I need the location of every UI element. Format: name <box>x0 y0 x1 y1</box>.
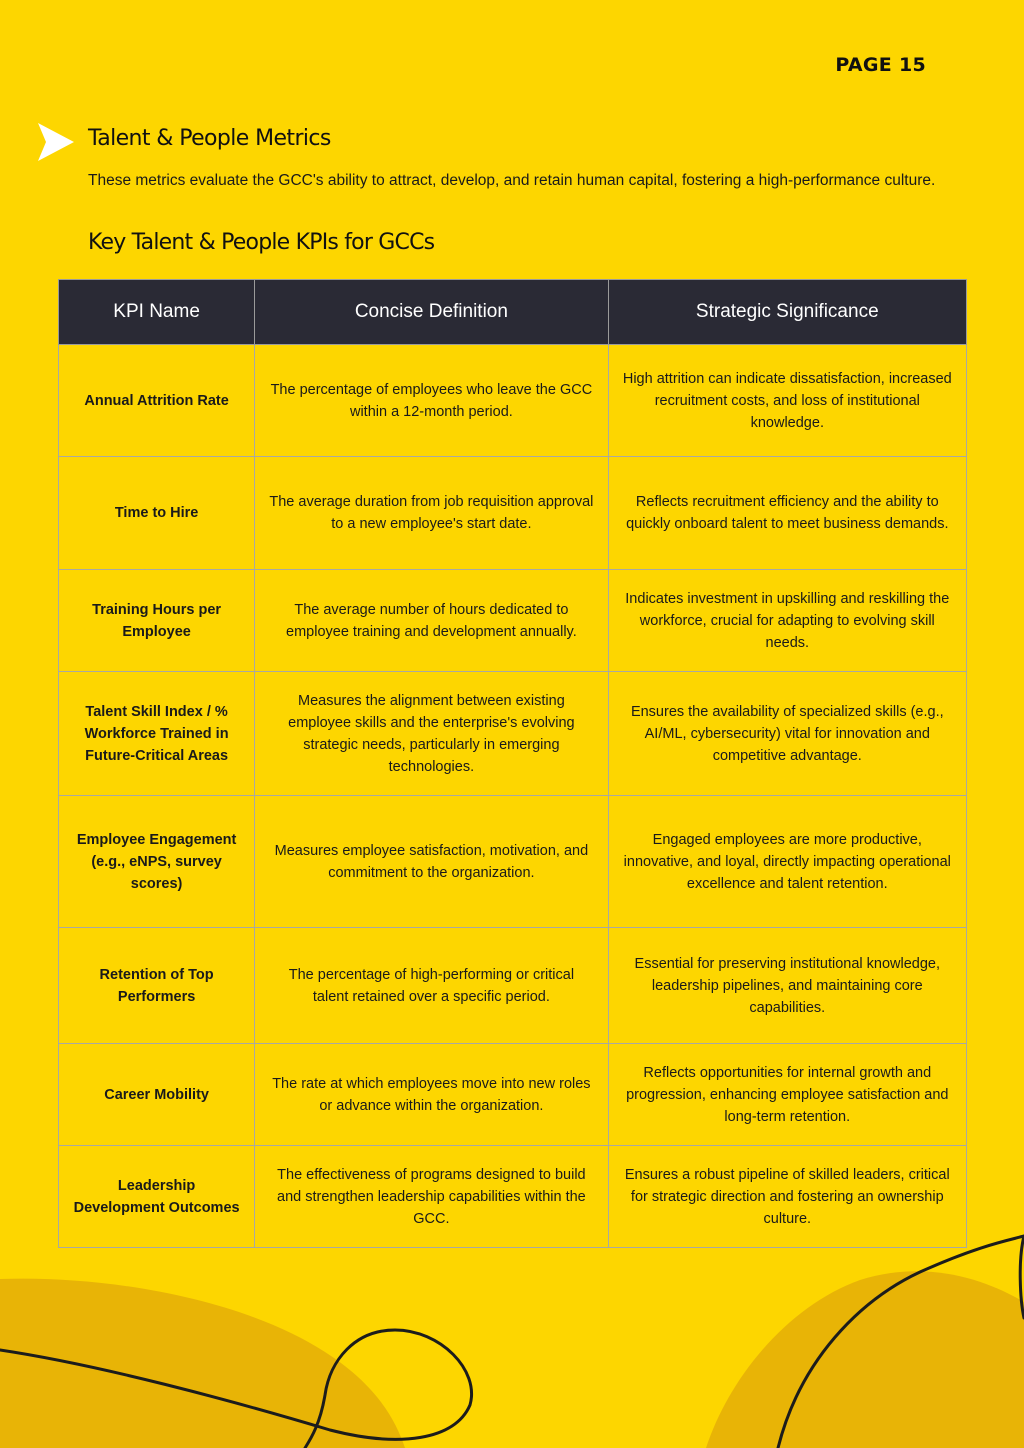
section-title: Talent & People Metrics <box>88 126 331 151</box>
kpi-name-cell: Time to Hire <box>59 457 255 570</box>
table-row <box>59 1146 967 1248</box>
table-row <box>59 1044 967 1146</box>
definition-cell: Measures employee satisfaction, motivation, and commitment to the organization. <box>255 796 608 928</box>
kpi-name-cell: Training Hours per Employee <box>59 570 255 672</box>
arrow-bullet-icon <box>37 122 75 162</box>
definition-cell: The percentage of high-performing or critical talent retained over a specific period. <box>255 928 608 1044</box>
header-kpi-name: KPI Name <box>59 280 255 345</box>
kpi-name-cell: Employee Engagement (e.g., eNPS, survey scores) <box>59 796 255 928</box>
kpi-table <box>58 279 967 1248</box>
table-row <box>59 345 967 457</box>
kpi-name-cell: Annual Attrition Rate <box>59 345 255 457</box>
bottom-left-blob <box>0 1279 405 1448</box>
definition-cell: The percentage of employees who leave the GCC within a 12-month period. <box>255 345 608 457</box>
definition-cell: Measures the alignment between existing employee skills and the enterprise's evolving strategic needs, particularly in emerging technologies. <box>255 672 608 796</box>
kpi-name-cell: Career Mobility <box>59 1044 255 1146</box>
definition-cell: The average number of hours dedicated to employee training and development annually. <box>255 570 608 672</box>
significance-cell: Reflects recruitment efficiency and the ability to quickly onboard talent to meet business demands. <box>608 457 966 570</box>
kpi-name-cell: Retention of Top Performers <box>59 928 255 1044</box>
definition-cell: The rate at which employees move into new roles or advance within the organization. <box>255 1044 608 1146</box>
header-strategic-significance: Strategic Significance <box>608 280 966 345</box>
definition-cell: The effectiveness of programs designed to build and strengthen leadership capabilities within the GCC. <box>255 1146 608 1248</box>
significance-cell: Reflects opportunities for internal growth and progression, enhancing employee satisfaction and long-term retention. <box>608 1044 966 1146</box>
table-row <box>59 457 967 570</box>
header-concise-definition: Concise Definition <box>255 280 608 345</box>
bottom-right-blob <box>706 1271 1024 1448</box>
table-row <box>59 672 967 796</box>
intro-paragraph: These metrics evaluate the GCC's ability to attract, develop, and retain human capital, fostering a high-performance culture. <box>88 172 936 189</box>
kpi-subheading: Key Talent & People KPIs for GCCs <box>88 230 435 255</box>
kpi-name-cell: Leadership Development Outcomes <box>59 1146 255 1248</box>
significance-cell: Indicates investment in upskilling and reskilling the workforce, crucial for adapting to evolving skill needs. <box>608 570 966 672</box>
definition-cell: The average duration from job requisition approval to a new employee's start date. <box>255 457 608 570</box>
significance-cell: Engaged employees are more productive, innovative, and loyal, directly impacting operational excellence and talent retention. <box>608 796 966 928</box>
table-row <box>59 570 967 672</box>
table-row <box>59 928 967 1044</box>
significance-cell: Ensures a robust pipeline of skilled leaders, critical for strategic direction and fostering an ownership culture. <box>608 1146 966 1248</box>
kpi-name-cell: Talent Skill Index / % Workforce Trained in Future-Critical Areas <box>59 672 255 796</box>
page-number: PAGE 15 <box>835 54 926 76</box>
significance-cell: Ensures the availability of specialized skills (e.g., AI/ML, cybersecurity) vital for innovation and competitive advantage. <box>608 672 966 796</box>
table-row <box>59 796 967 928</box>
significance-cell: High attrition can indicate dissatisfaction, increased recruitment costs, and loss of institutional knowledge. <box>608 345 966 457</box>
significance-cell: Essential for preserving institutional knowledge, leadership pipelines, and maintaining core capabilities. <box>608 928 966 1044</box>
table-header-row <box>59 280 967 345</box>
